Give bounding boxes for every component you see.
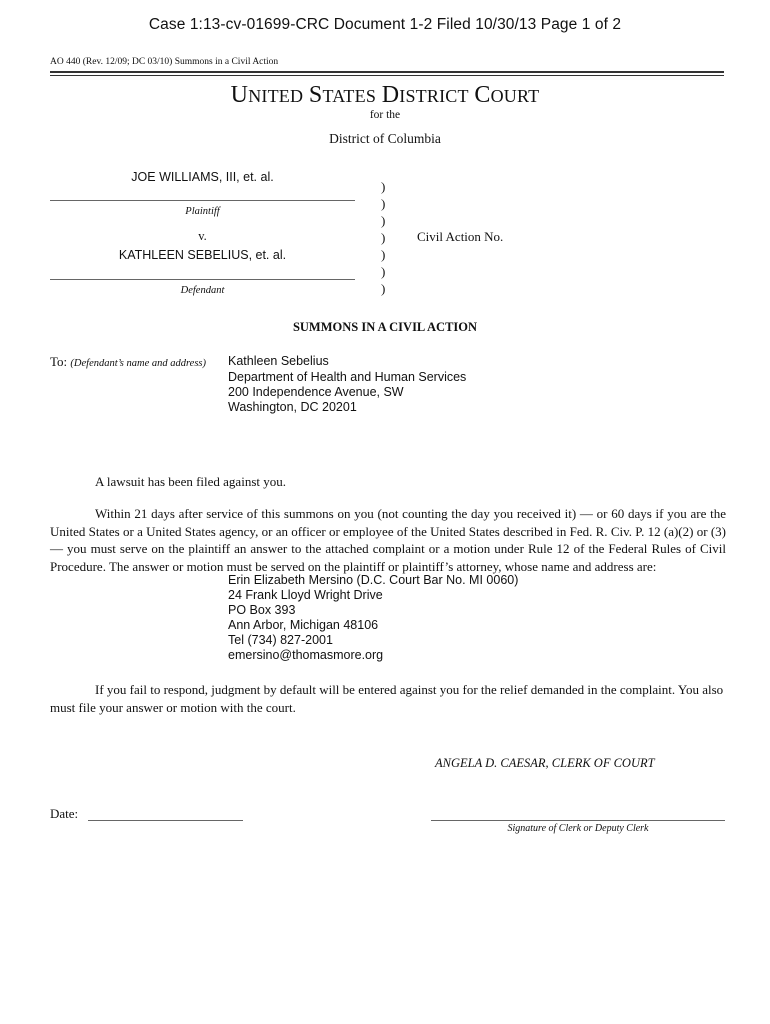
attorney-line: Ann Arbor, Michigan 48106 bbox=[228, 618, 379, 632]
clerk-name: ANGELA D. CAESAR, CLERK OF COURT bbox=[435, 756, 655, 770]
attorney-line: PO Box 393 bbox=[228, 603, 296, 617]
form-id: AO 440 (Rev. 12/09; DC 03/10) Summons in a Civil Action bbox=[50, 57, 279, 67]
plaintiff-label: Plaintiff bbox=[185, 206, 220, 217]
to-hint: (Defendant’s name and address) bbox=[70, 358, 207, 369]
caption-paren: ) bbox=[381, 179, 386, 194]
civil-action-label: Civil Action No. bbox=[417, 229, 504, 244]
versus: v. bbox=[198, 229, 207, 243]
district-name: District of Columbia bbox=[329, 131, 441, 146]
caption-paren: ) bbox=[381, 264, 386, 279]
case-header: Case 1:13-cv-01699-CRC Document 1-2 Filed 10/30/13 Page 1 of 2 bbox=[148, 16, 622, 33]
attorney-line: 24 Frank Lloyd Wright Drive bbox=[228, 588, 383, 602]
defendant-name: KATHLEEN SEBELIUS, et. al. bbox=[118, 248, 287, 262]
response-instructions: Within 21 days after service of this summons on you (not counting the day you received it) — or 60 days if you are the United States or a United States agency, or an officer or employee of the United States described in Fed. R. Civ. P. 12 (a)(2) or (3) — you must serve on the plaintiff an answer to the attached complaint or a motion under Rule 12 of the Federal Rules of Civil Procedure. The answer or motion must be served on the plaintiff or plaintiff’s attorney, whose name and address are: bbox=[50, 506, 726, 574]
caption-paren: ) bbox=[381, 281, 386, 296]
signature-line bbox=[431, 820, 725, 821]
summons-heading: SUMMONS IN A CIVIL ACTION bbox=[292, 320, 478, 334]
default-warning: If you fail to respond, judgment by default will be entered against you for the relief demanded in the complaint. You also must file your answer or motion with the court. bbox=[50, 682, 724, 715]
defendant-address-line: Washington, DC 20201 bbox=[228, 400, 357, 414]
court-title: UNITED STATES DISTRICT COURT bbox=[230, 82, 540, 108]
defendant-address-line: Kathleen Sebelius bbox=[228, 354, 329, 368]
lawsuit-notice: A lawsuit has been filed against you. bbox=[95, 474, 286, 489]
defendant-address-line: Department of Health and Human Services bbox=[228, 370, 467, 384]
caption-paren: ) bbox=[381, 247, 386, 262]
plaintiff-name: JOE WILLIAMS, III, et. al. bbox=[131, 170, 274, 184]
defendant-line bbox=[50, 279, 355, 280]
header-rule-thin bbox=[50, 75, 724, 76]
date-label: Date: bbox=[50, 806, 79, 821]
for-the: for the bbox=[369, 109, 401, 121]
attorney-line: Tel (734) 827-2001 bbox=[228, 633, 333, 647]
attorney-line: Erin Elizabeth Mersino (D.C. Court Bar No. MI 0060) bbox=[228, 573, 519, 587]
caption-paren: ) bbox=[381, 196, 386, 211]
date-line bbox=[88, 820, 243, 821]
caption-paren: ) bbox=[381, 213, 386, 228]
plaintiff-line bbox=[50, 200, 355, 201]
attorney-email: emersino@thomasmore.org bbox=[228, 648, 384, 662]
to-label: To: (Defendant’s name and address) bbox=[50, 354, 207, 369]
signature-caption: Signature of Clerk or Deputy Clerk bbox=[507, 823, 649, 834]
defendant-label: Defendant bbox=[180, 285, 225, 296]
defendant-address-line: 200 Independence Avenue, SW bbox=[228, 385, 404, 399]
header-rule-thick bbox=[50, 71, 724, 73]
caption-paren: ) bbox=[381, 230, 386, 245]
